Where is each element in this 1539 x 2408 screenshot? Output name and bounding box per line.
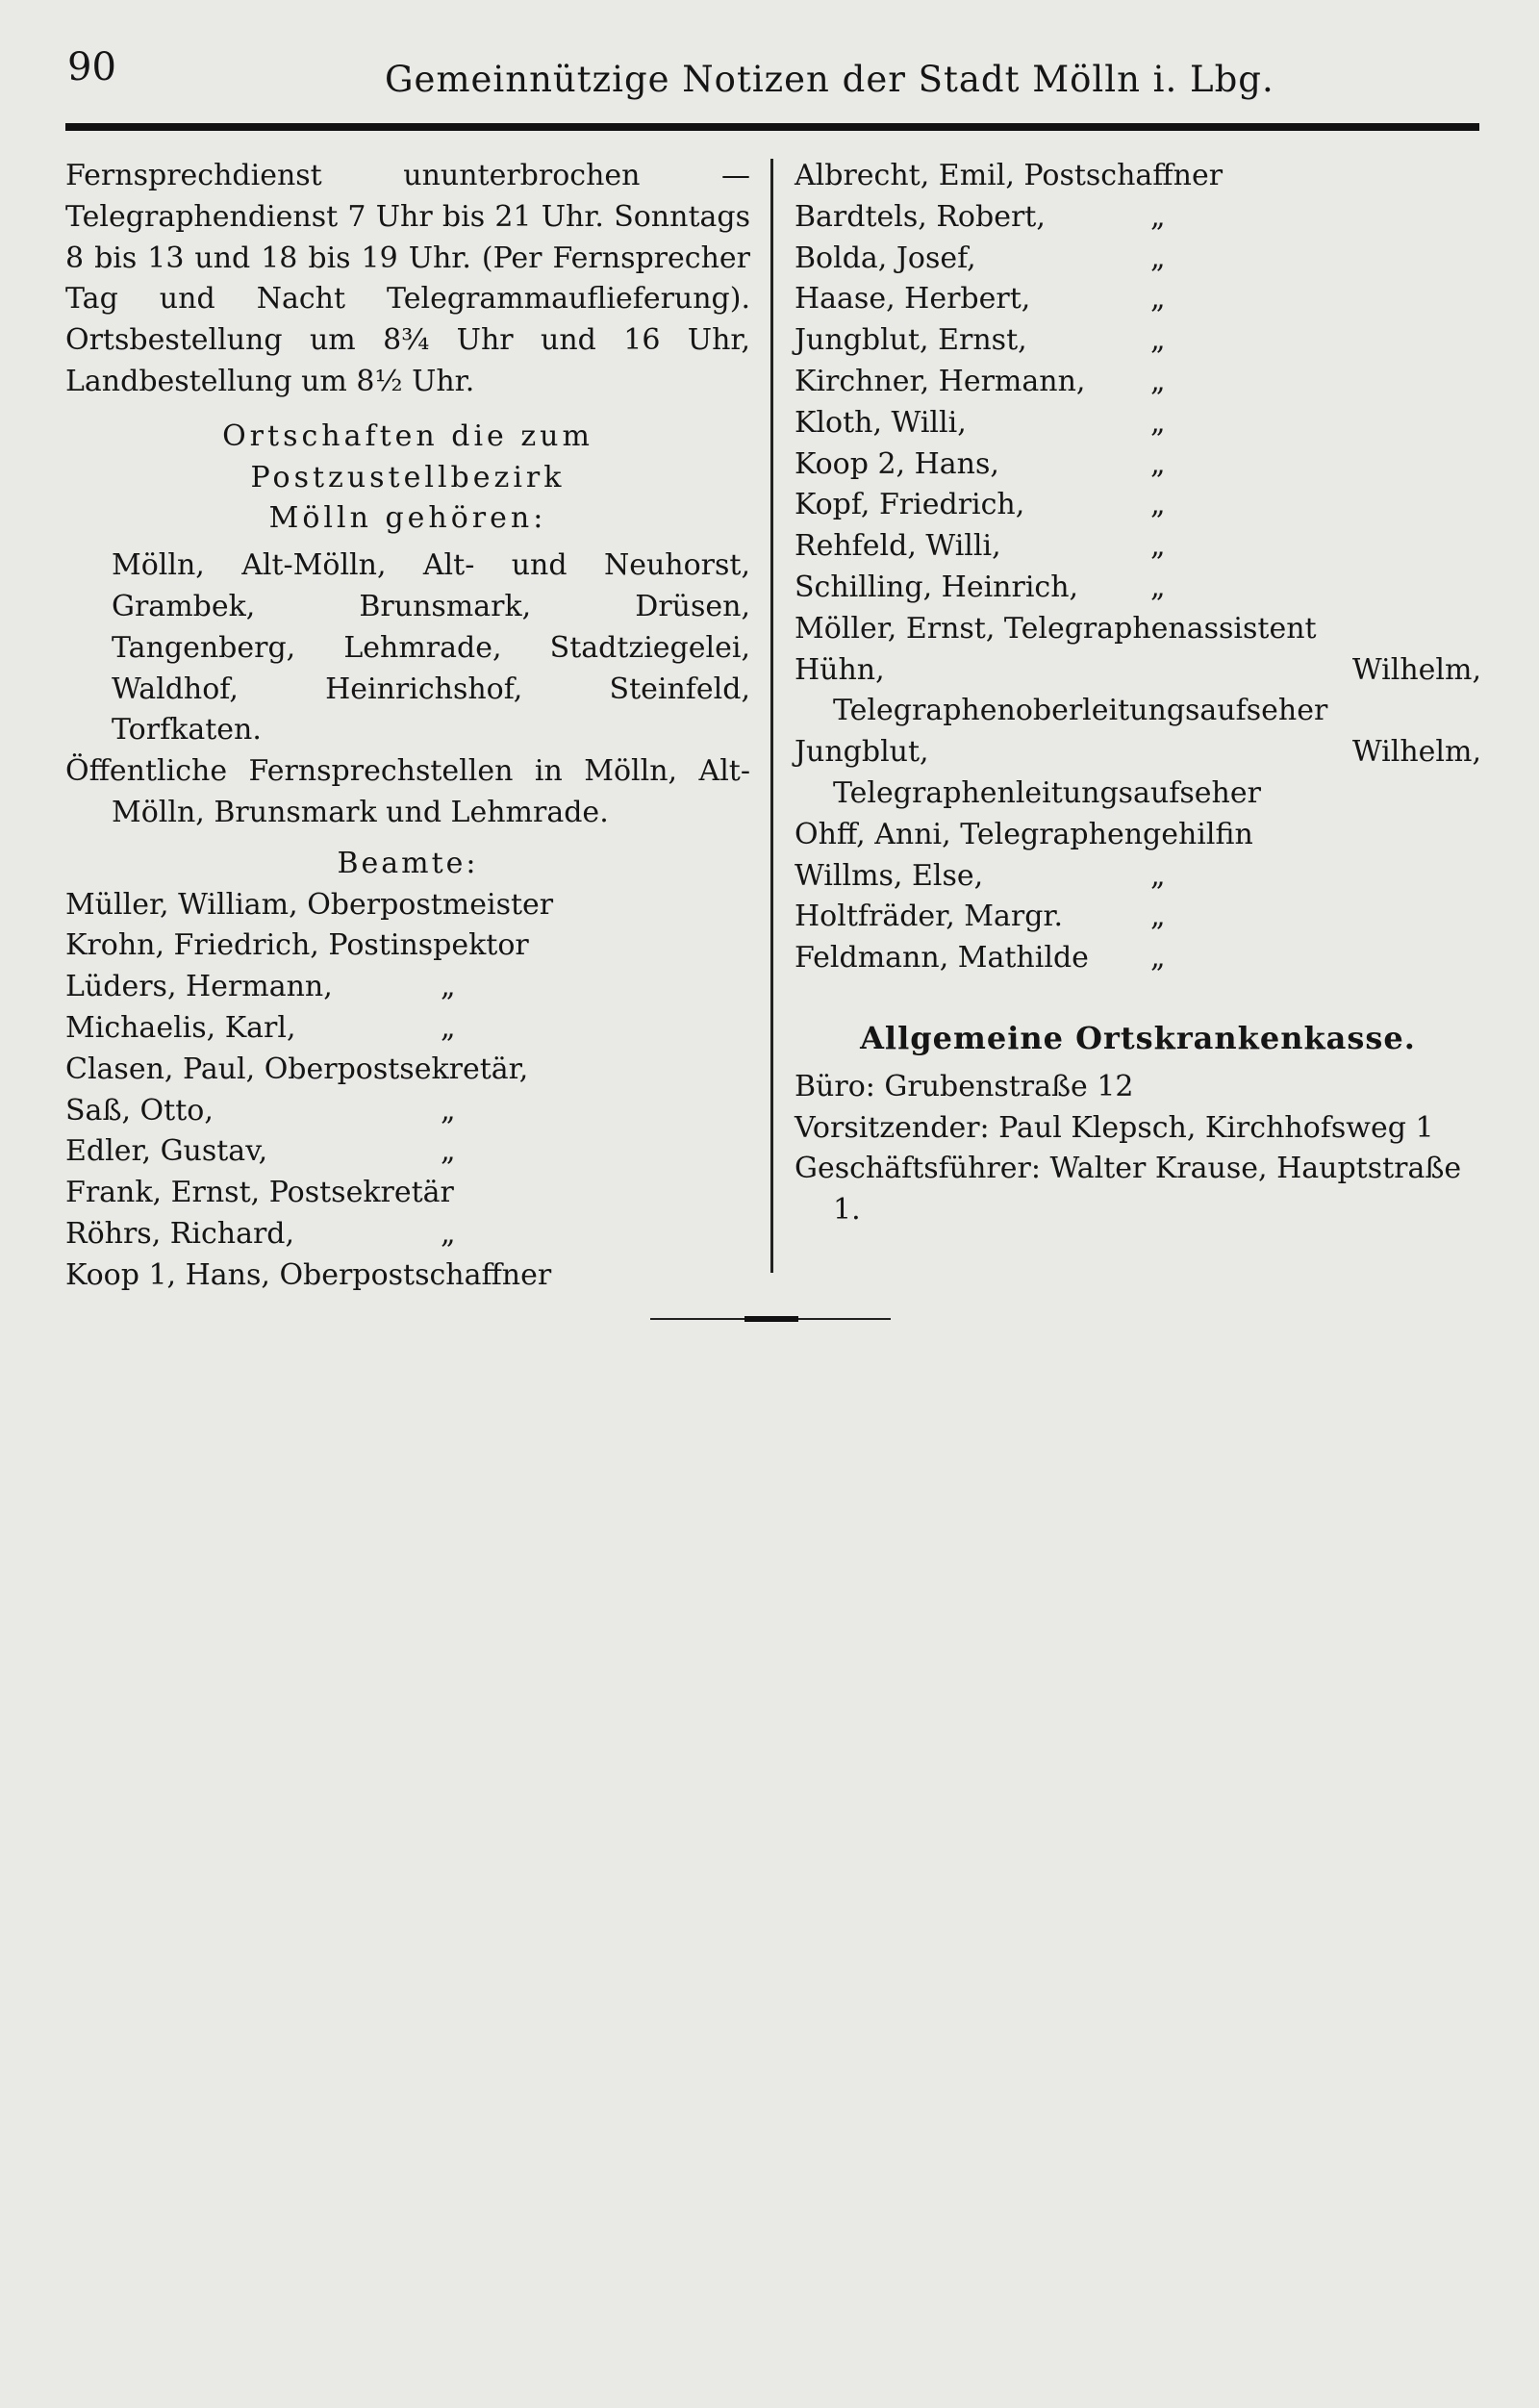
column-divider (770, 159, 773, 1273)
entry-text: Edler, Gustav, (65, 1134, 268, 1169)
entry-text: Kloth, Willi, (795, 405, 967, 440)
entry-text: Rehfeld, Willi, (795, 529, 1001, 564)
list-item (65, 1173, 750, 1214)
aok-chair: Vorsitzender: Paul Klepsch, Kirchhofsweg 1 (795, 1110, 1434, 1145)
entry-text: Krohn, Friedrich, Postinspektor (65, 928, 529, 963)
entry-text: Bolda, Josef, (795, 241, 976, 275)
entry-text: Frank, Ernst, Postsekretär (65, 1176, 454, 1210)
entry-text: Schilling, Heinrich, (795, 570, 1079, 604)
entry-text: Michaelis, Karl, (65, 1010, 296, 1045)
aok-heading: Allgemeine Ortskrankenkasse. (860, 1019, 1416, 1056)
ditto-mark: „ (441, 970, 456, 1004)
ditto-mark: „ (441, 1093, 456, 1128)
list-item (795, 279, 1481, 320)
ditto-mark: „ (1150, 282, 1166, 317)
list-item (795, 239, 1481, 280)
list-item (795, 320, 1481, 362)
list-item (795, 568, 1481, 609)
entry-text: Koop 2, Hans, (795, 446, 999, 481)
list-item (795, 403, 1481, 444)
ditto-mark: „ (1150, 323, 1166, 358)
left-column (65, 156, 750, 1297)
aok-office: Büro: Grubenstraße 12 (795, 1069, 1134, 1103)
beamte-heading: Beamte: (337, 846, 479, 880)
end-ornament (650, 1316, 891, 1322)
ditto-mark: „ (1150, 488, 1166, 522)
page-number: 90 (67, 45, 116, 89)
entry-text: Feldmann, Mathilde (795, 941, 1089, 976)
list-item (65, 967, 750, 1008)
entry-text: Ohff, Anni, Telegraphengehilfin (795, 817, 1253, 851)
entry-text: Bardtels, Robert, (795, 199, 1046, 234)
ditto-mark: „ (1150, 405, 1166, 440)
header-rule (65, 123, 1479, 131)
entry-text: Röhrs, Richard, (65, 1216, 295, 1251)
list-item (65, 885, 750, 926)
staff-huehn: Hühn, Wilhelm, Telegraphenoberleitungsaufseher (795, 652, 1481, 728)
list-item (795, 856, 1481, 898)
list-item (795, 815, 1481, 856)
ditto-mark: „ (1150, 241, 1166, 275)
list-item (795, 485, 1481, 526)
ditto-mark: „ (1150, 199, 1166, 234)
beamte-list (65, 885, 750, 1297)
entry-text: Saß, Otto, (65, 1093, 214, 1128)
entry-text: Müller, William, Oberpostmeister (65, 887, 554, 922)
list-item (65, 1091, 750, 1132)
running-title: Gemeinnützige Notizen der Stadt Mölln i. Lbg. (385, 59, 1274, 100)
list-item (795, 444, 1481, 486)
list-item (795, 362, 1481, 403)
places-heading-2: Mölln gehören: (268, 501, 547, 536)
ditto-mark: „ (441, 1134, 456, 1169)
staff-list (795, 156, 1481, 650)
ditto-mark: „ (1150, 529, 1166, 564)
entry-text: Möller, Ernst, Telegraphenassistent (795, 611, 1317, 646)
list-item (65, 925, 750, 967)
places-heading-1: Ortschaften die zum Postzustellbezirk (222, 418, 593, 494)
entry-text: Willms, Else, (795, 858, 984, 893)
ornament-bar (744, 1316, 798, 1322)
ditto-mark: „ (1150, 941, 1166, 976)
ditto-mark: „ (1150, 364, 1166, 398)
list-item (65, 1214, 750, 1255)
ditto-mark: „ (441, 1010, 456, 1045)
places-list: Mölln, Alt-Mölln, Alt- und Neuhorst, Grambek, Brunsmark, Drüsen, Tangenberg, Lehmrade, Stadtziegelei, Waldhof, Heinrichshof, Steinfeld, Torfkaten. (112, 548, 750, 748)
list-item (795, 526, 1481, 568)
list-item (795, 938, 1481, 979)
list-item (65, 1008, 750, 1050)
post-service-hours: Fernsprechdienst ununterbrochen — Telegraphendienst 7 Uhr bis 21 Uhr. Sonntags 8 bis 13 und 18 bis 19 Uhr. (Per Fernsprecher Tag und Nacht Telegrammauflieferung). Ortsbestellung um 8¾ Uhr und 16 Uhr, Landbestellung um 8½ Uhr. (65, 159, 750, 398)
list-item (65, 1131, 750, 1173)
entry-text: Holtfräder, Margr. (795, 900, 1064, 934)
right-column (795, 156, 1481, 1231)
ditto-mark: „ (1150, 570, 1166, 604)
entry-text: Lüders, Hermann, (65, 970, 333, 1004)
staff-jungblut-wilhelm: Jungblut, Wilhelm, Telegraphenleitungsaufseher (795, 735, 1481, 810)
entry-text: Koop 1, Hans, Oberpostschaffner (65, 1257, 552, 1292)
entry-text: Kirchner, Hermann, (795, 364, 1086, 398)
list-item (65, 1255, 750, 1297)
ditto-mark: „ (1150, 446, 1166, 481)
ditto-mark: „ (1150, 900, 1166, 934)
entry-text: Clasen, Paul, Oberpostsekretär, (65, 1052, 529, 1086)
list-item (65, 1050, 750, 1091)
staff-list-2 (795, 815, 1481, 979)
ditto-mark: „ (441, 1216, 456, 1251)
entry-text: Jungblut, Ernst, (795, 323, 1027, 358)
entry-text: Haase, Herbert, (795, 282, 1031, 317)
list-item (795, 897, 1481, 938)
public-phones: Öffentliche Fernsprechstellen in Mölln, Alt-Mölln, Brunsmark und Lehmrade. (65, 754, 750, 829)
entry-text: Kopf, Friedrich, (795, 488, 1025, 522)
list-item (795, 609, 1481, 650)
list-item (795, 156, 1481, 197)
ditto-mark: „ (1150, 858, 1166, 893)
entry-text: Albrecht, Emil, Postschaffner (795, 159, 1224, 192)
list-item (795, 197, 1481, 239)
aok-manager: Geschäftsführer: Walter Krause, Hauptstraße 1. (795, 1152, 1462, 1228)
